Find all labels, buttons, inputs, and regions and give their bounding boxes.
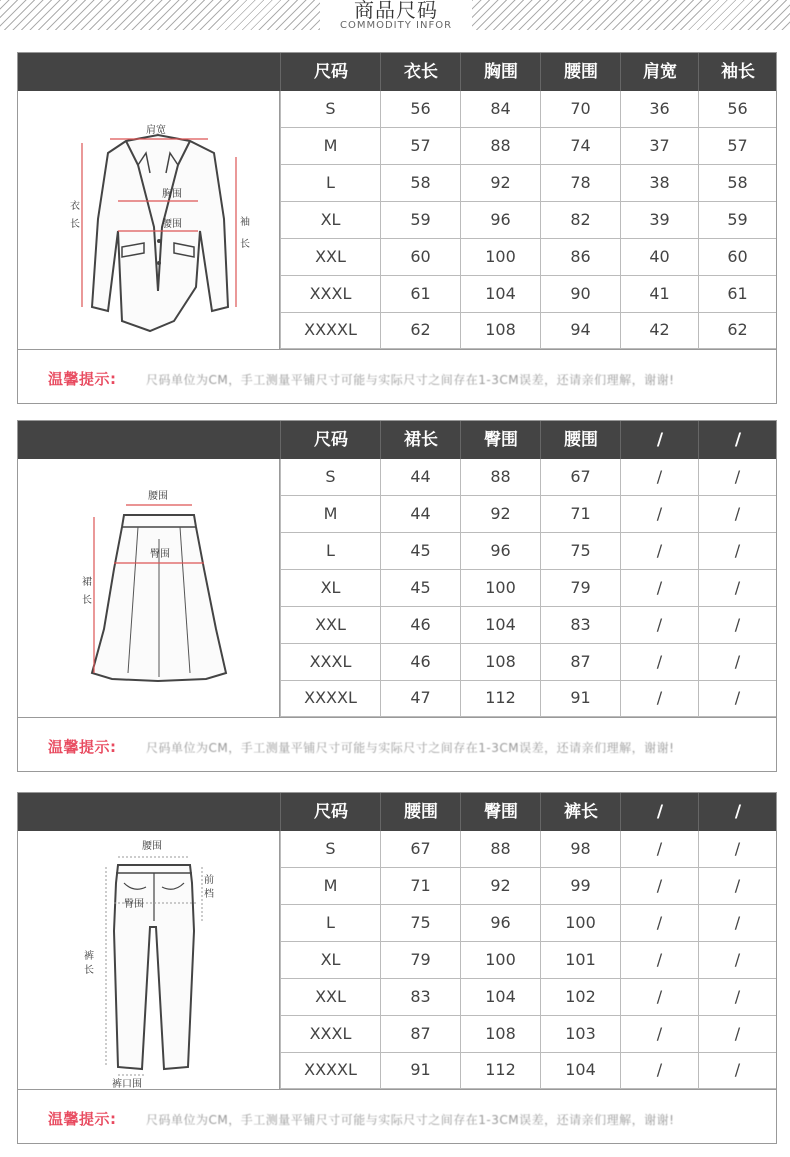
jacket-table-cell: XXL — [280, 239, 380, 276]
skirt-table-cell: 83 — [540, 607, 620, 644]
skirt-table-cell: / — [698, 533, 776, 570]
pants-table-cell: / — [620, 868, 698, 905]
jacket-table-cell: 41 — [620, 276, 698, 313]
pants-table-cell: / — [698, 979, 776, 1016]
jacket-table-cell: 88 — [460, 128, 540, 165]
skirt-table-cell: 75 — [540, 533, 620, 570]
jacket-table-cell: 58 — [698, 165, 776, 202]
pants-table-cell: 87 — [380, 1016, 460, 1053]
jacket-table-cell: 62 — [380, 312, 460, 349]
pants-table-cell: 91 — [380, 1052, 460, 1089]
pants-table-cell: XXXL — [280, 1016, 380, 1053]
page-header — [0, 0, 790, 40]
pants-table-cell: / — [620, 979, 698, 1016]
jacket-table-cell: 38 — [620, 165, 698, 202]
skirt-table-cell: / — [698, 644, 776, 681]
pants-table-cell: 99 — [540, 868, 620, 905]
jacket-table-cell: 57 — [380, 128, 460, 165]
skirt-table-cell: 92 — [460, 496, 540, 533]
jacket-label-sleeve-1: 袖 — [240, 217, 250, 228]
jacket-table-cell: 82 — [540, 202, 620, 239]
jacket-table-cell: L — [280, 165, 380, 202]
jacket-table-cell: S — [280, 91, 380, 128]
jacket-table-cell: 57 — [698, 128, 776, 165]
skirt-table-cell: / — [698, 459, 776, 496]
skirt-label-length-1: 裙 — [82, 577, 92, 588]
jacket-table-cell: 90 — [540, 276, 620, 313]
skirt-table-cell: / — [620, 680, 698, 717]
pants-table-cell: / — [698, 831, 776, 868]
jacket-size-block — [17, 52, 777, 404]
pants-header-cell: / — [620, 793, 699, 831]
skirt-table-cell: XL — [280, 570, 380, 607]
jacket-table-cell: 40 — [620, 239, 698, 276]
jacket-label-chest: 胸围 — [162, 189, 182, 200]
skirt-table-cell: 88 — [460, 459, 540, 496]
skirt-table-cell: / — [620, 533, 698, 570]
pants-table-cell: / — [620, 1016, 698, 1053]
skirt-table-cell: L — [280, 533, 380, 570]
skirt-table-cell: 67 — [540, 459, 620, 496]
header-hatch-left — [0, 0, 320, 30]
pants-illustration — [18, 831, 280, 1089]
jacket-table-cell: 86 — [540, 239, 620, 276]
jacket-table-cell: 104 — [460, 276, 540, 313]
jacket-table-cell: 61 — [380, 276, 460, 313]
tip-label: 温馨提示: — [48, 738, 117, 756]
pants-table-cell: XXL — [280, 979, 380, 1016]
pants-table-cell: XL — [280, 942, 380, 979]
jacket-table-cell: 59 — [380, 202, 460, 239]
skirt-table-cell: 44 — [380, 459, 460, 496]
jacket-table-cell: 108 — [460, 312, 540, 349]
jacket-header-cell: 肩宽 — [620, 53, 699, 91]
jacket-table-cell: 36 — [620, 91, 698, 128]
pants-table-cell: 108 — [460, 1016, 540, 1053]
pants-table-cell: / — [698, 942, 776, 979]
pants-table-cell: 67 — [380, 831, 460, 868]
pants-table-cell: L — [280, 905, 380, 942]
jacket-table-cell: 37 — [620, 128, 698, 165]
pants-table-cell: M — [280, 868, 380, 905]
pants-table-cell: / — [620, 831, 698, 868]
skirt-table-cell: XXXL — [280, 644, 380, 681]
pants-diagram — [18, 831, 280, 1089]
jacket-header-cell: 腰围 — [540, 53, 621, 91]
jacket-table-cell: XXXL — [280, 276, 380, 313]
jacket-illustration — [18, 91, 280, 349]
pants-header-cell: 腰围 — [380, 793, 461, 831]
skirt-table-cell: 104 — [460, 607, 540, 644]
jacket-table-cell: 62 — [698, 312, 776, 349]
pants-header-cell: 臀围 — [460, 793, 541, 831]
tip-text: 尺码单位为CM，手工测量平铺尺寸可能与实际尺寸之间存在1-3CM误差，还请亲们理解，谢谢! — [146, 1113, 675, 1127]
pants-table-cell: / — [620, 942, 698, 979]
skirt-table-cell: / — [620, 607, 698, 644]
pants-table-cell: / — [698, 868, 776, 905]
tip-label: 温馨提示: — [48, 1110, 117, 1128]
pants-table-cell: XXXXL — [280, 1052, 380, 1089]
skirt-header-cell: 腰围 — [540, 421, 621, 459]
skirt-table-cell: 91 — [540, 680, 620, 717]
skirt-table-cell: XXXXL — [280, 680, 380, 717]
pants-table-header — [18, 793, 776, 831]
pants-table-cell: 101 — [540, 942, 620, 979]
page-subtitle: COMMODITY INFOR — [339, 20, 453, 31]
pants-header-cell: 尺码 — [280, 793, 381, 831]
skirt-table-cell: 44 — [380, 496, 460, 533]
skirt-table-cell: / — [620, 570, 698, 607]
jacket-header-cell: 胸围 — [460, 53, 541, 91]
skirt-table-cell: 87 — [540, 644, 620, 681]
skirt-table-cell: / — [620, 459, 698, 496]
pants-label-length-2: 长 — [84, 965, 94, 976]
pants-tip — [18, 1089, 776, 1145]
skirt-table-cell: 46 — [380, 644, 460, 681]
jacket-table-cell: 100 — [460, 239, 540, 276]
pants-table-cell: 112 — [460, 1052, 540, 1089]
tip-label: 温馨提示: — [48, 370, 117, 388]
jacket-header-cell: 尺码 — [280, 53, 381, 91]
skirt-table-cell: 46 — [380, 607, 460, 644]
pants-header-cell: 裤长 — [540, 793, 621, 831]
skirt-table-cell: / — [620, 644, 698, 681]
header-hatch-right — [472, 0, 790, 30]
tip-text: 尺码单位为CM，手工测量平铺尺寸可能与实际尺寸之间存在1-3CM误差，还请亲们理解，谢谢! — [146, 741, 675, 755]
pants-table-cell: / — [620, 905, 698, 942]
skirt-table-cell: 96 — [460, 533, 540, 570]
jacket-table-cell: 61 — [698, 276, 776, 313]
skirt-table-cell: 108 — [460, 644, 540, 681]
skirt-tip — [18, 717, 776, 773]
jacket-diagram — [18, 91, 280, 349]
skirt-table-cell: 71 — [540, 496, 620, 533]
jacket-table-cell: 60 — [380, 239, 460, 276]
skirt-table-cell: 100 — [460, 570, 540, 607]
skirt-table-cell: 45 — [380, 533, 460, 570]
pants-table-cell: 104 — [460, 979, 540, 1016]
skirt-table-cell: XXL — [280, 607, 380, 644]
skirt-table-cell: M — [280, 496, 380, 533]
pants-table-cell: 98 — [540, 831, 620, 868]
pants-table-cell: 79 — [380, 942, 460, 979]
skirt-table-cell: / — [698, 680, 776, 717]
jacket-header-cell: 衣长 — [380, 53, 461, 91]
pants-table-cell: / — [620, 1052, 698, 1089]
skirt-table-cell: 45 — [380, 570, 460, 607]
pants-label-length-1: 裤 — [84, 951, 94, 962]
skirt-table-cell: / — [620, 496, 698, 533]
pants-table-cell: / — [698, 1052, 776, 1089]
jacket-table-cell: 78 — [540, 165, 620, 202]
pants-size-block — [17, 792, 777, 1144]
jacket-header-cell: 袖长 — [698, 53, 777, 91]
pants-table-cell: 92 — [460, 868, 540, 905]
pants-table-cell: / — [698, 1016, 776, 1053]
jacket-table-cell: 58 — [380, 165, 460, 202]
pants-table-cell: 100 — [460, 942, 540, 979]
pants-table-cell: 83 — [380, 979, 460, 1016]
skirt-header-cell: / — [698, 421, 777, 459]
skirt-table-cell: / — [698, 570, 776, 607]
skirt-header-cell: 裙长 — [380, 421, 461, 459]
tip-text: 尺码单位为CM，手工测量平铺尺寸可能与实际尺寸之间存在1-3CM误差，还请亲们理解，谢谢! — [146, 373, 675, 387]
jacket-table-cell: 70 — [540, 91, 620, 128]
jacket-table-header — [18, 53, 776, 91]
jacket-tip — [18, 349, 776, 405]
page-title: 商品尺码 — [354, 0, 438, 22]
pants-table-cell: 103 — [540, 1016, 620, 1053]
jacket-table-cell: 94 — [540, 312, 620, 349]
skirt-table-cell: / — [698, 496, 776, 533]
jacket-table-cell: 92 — [460, 165, 540, 202]
pants-table-cell: 88 — [460, 831, 540, 868]
skirt-label-length-2: 长 — [82, 595, 92, 606]
pants-table-cell: 96 — [460, 905, 540, 942]
pants-table-cell: 71 — [380, 868, 460, 905]
skirt-table-cell: 79 — [540, 570, 620, 607]
pants-table-cell: 100 — [540, 905, 620, 942]
jacket-table-cell: M — [280, 128, 380, 165]
jacket-label-length-2: 长 — [70, 219, 80, 230]
jacket-label-length-1: 衣 — [70, 201, 80, 212]
pants-label-waist: 腰围 — [142, 841, 162, 852]
pants-table-cell: 75 — [380, 905, 460, 942]
jacket-table-cell: 42 — [620, 312, 698, 349]
skirt-header-cell: 尺码 — [280, 421, 381, 459]
skirt-header-cell: / — [620, 421, 699, 459]
pants-label-rise-2: 档 — [204, 889, 214, 900]
jacket-table-cell: 60 — [698, 239, 776, 276]
pants-label-hem: 裤口围 — [112, 1079, 142, 1089]
skirt-diagram — [18, 459, 280, 717]
jacket-table-cell: XXXXL — [280, 312, 380, 349]
jacket-table-cell: 56 — [380, 91, 460, 128]
jacket-table-cell: 59 — [698, 202, 776, 239]
jacket-label-shoulder: 肩宽 — [146, 125, 166, 136]
pants-table-cell: / — [698, 905, 776, 942]
pants-label-hip: 臀围 — [124, 899, 144, 910]
jacket-table-cell: 84 — [460, 91, 540, 128]
skirt-illustration — [18, 459, 280, 717]
pants-table-cell: 102 — [540, 979, 620, 1016]
pants-label-rise-1: 前 — [204, 875, 214, 886]
jacket-label-sleeve-2: 长 — [240, 239, 250, 250]
skirt-header-cell: 臀围 — [460, 421, 541, 459]
pants-table-cell: 104 — [540, 1052, 620, 1089]
skirt-table-header — [18, 421, 776, 459]
skirt-label-waist: 腰围 — [148, 491, 168, 502]
skirt-table-cell: / — [698, 607, 776, 644]
jacket-table-cell: XL — [280, 202, 380, 239]
skirt-label-hip: 臀围 — [150, 549, 170, 560]
jacket-table-cell: 56 — [698, 91, 776, 128]
pants-header-cell: / — [698, 793, 777, 831]
jacket-table-cell: 39 — [620, 202, 698, 239]
jacket-label-waist: 腰围 — [162, 219, 182, 230]
skirt-table-cell: S — [280, 459, 380, 496]
jacket-table-cell: 96 — [460, 202, 540, 239]
skirt-table-cell: 112 — [460, 680, 540, 717]
pants-table-cell: S — [280, 831, 380, 868]
jacket-table-cell: 74 — [540, 128, 620, 165]
skirt-size-block — [17, 420, 777, 772]
skirt-table-cell: 47 — [380, 680, 460, 717]
